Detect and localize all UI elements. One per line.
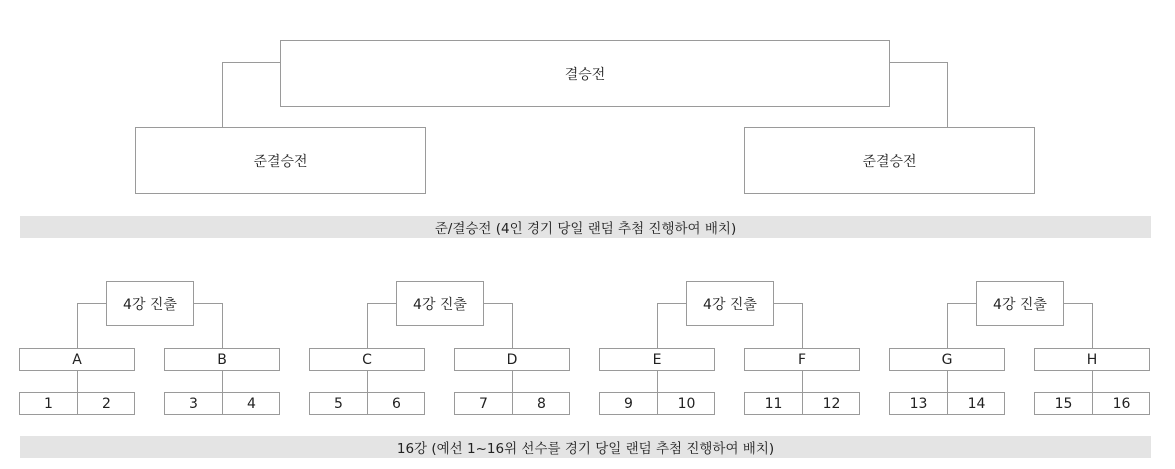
seed-cell: 11 [764, 395, 783, 412]
advance-box [686, 281, 774, 326]
advance-label: 4강 진출 [413, 296, 467, 313]
seed-pair-box [1034, 392, 1150, 415]
connector-line [1092, 370, 1093, 392]
seed-cell: 1 [44, 395, 53, 412]
connector-line [947, 303, 948, 348]
group-label: D [506, 351, 518, 368]
seed-cell: 5 [334, 395, 343, 412]
group-label-box [454, 348, 570, 371]
seed-pair-box [744, 392, 860, 415]
seed-cell: 15 [1054, 395, 1073, 412]
connector-line [77, 303, 78, 348]
connector-line [367, 370, 368, 392]
connector-line [367, 303, 368, 348]
seed-cell: 7 [479, 395, 488, 412]
seed-cell: 2 [77, 393, 135, 414]
connector-line [484, 303, 512, 304]
bottom-banner-text: 16강 (예선 1~16위 선수를 경기 당일 랜덤 추첨 진행하여 배치) [396, 441, 775, 457]
group-label-box [19, 348, 135, 371]
semifinal-box-left [135, 127, 426, 194]
seed-cell: 6 [367, 393, 425, 414]
connector-line [77, 370, 78, 392]
seed-cell: 13 [909, 395, 928, 412]
group-label-box [1034, 348, 1150, 371]
group-label-box [164, 348, 280, 371]
semifinal-box-right [744, 127, 1035, 194]
advance-box [106, 281, 194, 326]
seed-cell: 16 [1092, 393, 1150, 414]
connector-line [222, 370, 223, 392]
connector-line [1064, 303, 1092, 304]
semifinal-label: 준결승전 [253, 153, 308, 170]
connector-line [947, 303, 976, 304]
connector-line [947, 370, 948, 392]
final-box [280, 40, 890, 107]
seed-pair-box [19, 392, 135, 415]
group-label: B [217, 351, 227, 368]
connector-line [512, 303, 513, 348]
connector-line [222, 303, 223, 348]
connector-line [657, 303, 658, 348]
seed-cell: 8 [512, 393, 570, 414]
group-label: F [797, 351, 807, 368]
semifinal-label: 준결승전 [862, 153, 917, 170]
seed-pair-box [599, 392, 715, 415]
top-banner [20, 216, 1151, 238]
group-label: E [652, 351, 662, 368]
connector-line [194, 303, 222, 304]
connector-line [77, 303, 106, 304]
group-label: H [1086, 351, 1098, 368]
connector-line [222, 62, 281, 63]
connector-line [889, 62, 948, 63]
advance-box [396, 281, 484, 326]
connector-line [512, 370, 513, 392]
advance-label: 4강 진출 [703, 296, 757, 313]
seed-pair-box [164, 392, 280, 415]
seed-cell: 3 [189, 395, 198, 412]
seed-pair-box [309, 392, 425, 415]
group-label-box [889, 348, 1005, 371]
connector-line [657, 303, 686, 304]
connector-line [222, 62, 223, 128]
connector-line [802, 370, 803, 392]
connector-line [947, 62, 948, 128]
top-banner-text: 준/결승전 (4인 경기 당일 랜덤 추첨 진행하여 배치) [434, 221, 737, 237]
connector-line [802, 303, 803, 348]
group-label-box [744, 348, 860, 371]
advance-label: 4강 진출 [993, 296, 1047, 313]
seed-cell: 14 [947, 393, 1005, 414]
connector-line [367, 303, 396, 304]
group-label: C [362, 351, 372, 368]
group-label: G [941, 351, 953, 368]
seed-cell: 10 [657, 393, 715, 414]
connector-line [1092, 303, 1093, 348]
connector-line [774, 303, 802, 304]
bottom-banner [20, 436, 1151, 458]
final-label: 결승전 [564, 66, 606, 83]
advance-box [976, 281, 1064, 326]
advance-label: 4강 진출 [123, 296, 177, 313]
seed-cell: 4 [222, 393, 280, 414]
seed-pair-box [889, 392, 1005, 415]
group-label: A [72, 351, 82, 368]
group-label-box [309, 348, 425, 371]
connector-line [657, 370, 658, 392]
seed-cell: 12 [802, 393, 860, 414]
group-label-box [599, 348, 715, 371]
seed-pair-box [454, 392, 570, 415]
seed-cell: 9 [624, 395, 633, 412]
